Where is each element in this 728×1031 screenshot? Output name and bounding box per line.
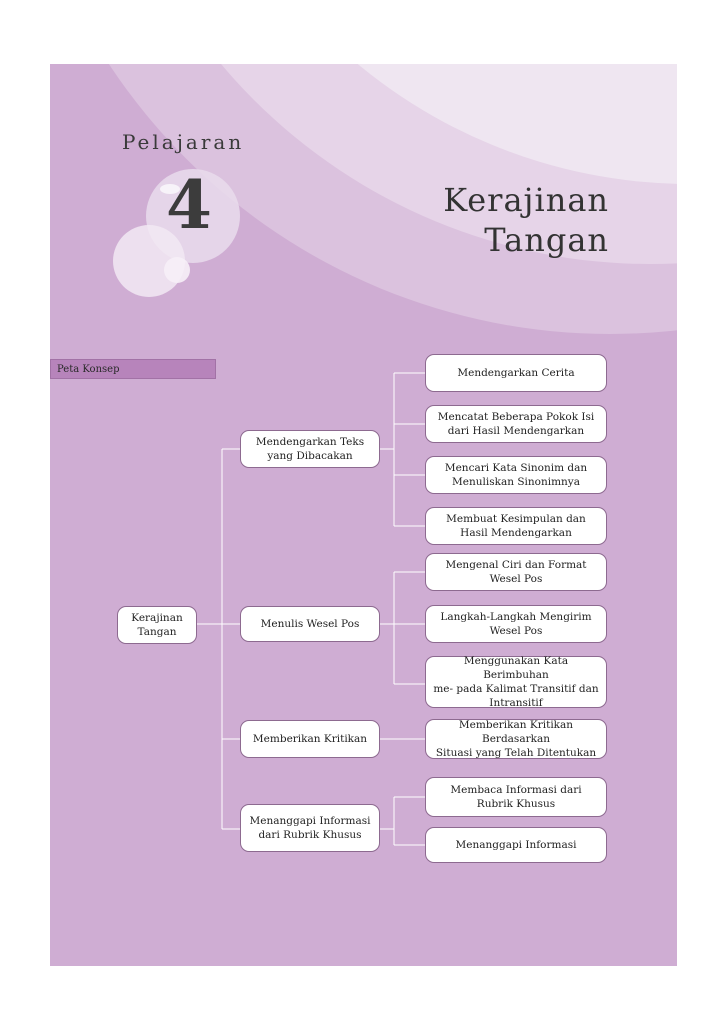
- branch-node-1: Mendengarkan Teks yang Dibacakan: [240, 430, 380, 468]
- leaf-node-2-3: Menggunakan Kata Berimbuhan me- pada Kalimat Transitif dan Intransitif: [425, 656, 607, 708]
- branch-node-2: Menulis Wesel Pos: [240, 606, 380, 642]
- leaf-node-2-1: Mengenal Ciri dan Format Wesel Pos: [425, 553, 607, 591]
- lesson-number: 4: [166, 166, 212, 244]
- leaf-node-1-3: Mencari Kata Sinonim dan Menuliskan Sinonimnya: [425, 456, 607, 494]
- root-node: Kerajinan Tangan: [117, 606, 197, 644]
- lesson-label: Pelajaran: [122, 130, 245, 154]
- leaf-node-1-2: Mencatat Beberapa Pokok Isi dari Hasil Mendengarkan: [425, 405, 607, 443]
- leaf-node-2-2: Langkah-Langkah Mengirim Wesel Pos: [425, 605, 607, 643]
- chapter-title-line2: Tangan: [484, 221, 609, 259]
- leaf-node-4-2: Menanggapi Informasi: [425, 827, 607, 863]
- branch-node-3: Memberikan Kritikan: [240, 720, 380, 758]
- leaf-node-4-1: Membaca Informasi dari Rubrik Khusus: [425, 777, 607, 817]
- chapter-page: [50, 64, 677, 966]
- branch-node-4: Menanggapi Informasi dari Rubrik Khusus: [240, 804, 380, 852]
- leaf-node-3-1: Memberikan Kritikan Berdasarkan Situasi yang Telah Ditentukan: [425, 719, 607, 759]
- concept-map-label: Peta Konsep: [50, 359, 216, 379]
- chapter-title-line1: Kerajinan: [443, 181, 609, 219]
- leaf-node-1-1: Mendengarkan Cerita: [425, 354, 607, 392]
- leaf-node-1-4: Membuat Kesimpulan dan Hasil Mendengarkan: [425, 507, 607, 545]
